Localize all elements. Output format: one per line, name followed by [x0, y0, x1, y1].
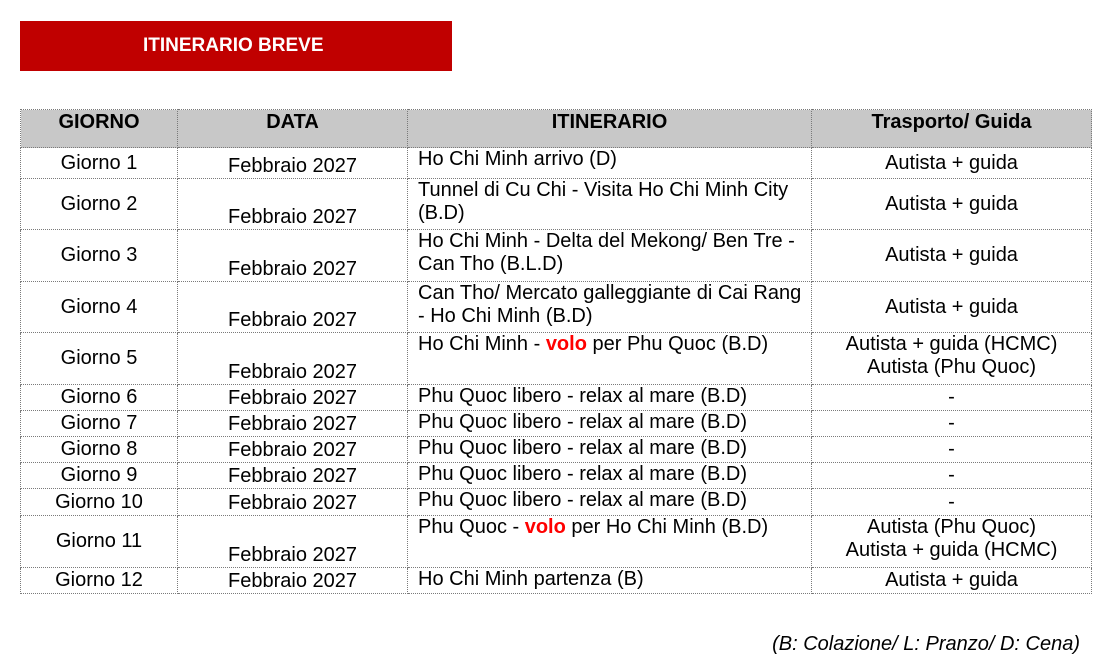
date-cell: Febbraio 2027: [178, 282, 408, 333]
transport-line: Autista + guida (HCMC): [845, 539, 1058, 561]
transport-line: Autista + guida: [885, 244, 1018, 266]
table-row: [21, 179, 1092, 230]
itinerary-text: Phu Quoc libero - relax al mare (B.D): [418, 437, 748, 459]
itinerary-cell: [408, 179, 812, 230]
section-title: ITINERARIO BREVE: [143, 35, 324, 56]
day-cell: Giorno 7: [21, 411, 178, 437]
transport-line: Autista (Phu Quoc): [867, 356, 1036, 378]
date-cell: Febbraio 2027: [178, 463, 408, 489]
table-row: [21, 385, 1092, 411]
itinerary-cell: [408, 489, 812, 516]
itinerary-cell: [408, 516, 812, 568]
date-cell: Febbraio 2027: [178, 489, 408, 516]
flight-highlight: volo: [545, 333, 587, 355]
transport-line: Autista + guida: [885, 151, 1018, 174]
table-row: [21, 568, 1092, 594]
transport-line: -: [948, 412, 955, 434]
transport-cell: [812, 230, 1092, 282]
itinerary-text: Can Tho/ Mercato galleggiante di Cai Rang - Ho Chi Minh (B.D): [418, 282, 802, 327]
table-row: [21, 489, 1092, 516]
table-row: [21, 148, 1092, 179]
day-cell: Giorno 3: [21, 230, 178, 282]
itinerary-cell: [408, 333, 812, 385]
transport-line: Autista + guida: [885, 569, 1018, 591]
day-cell: Giorno 12: [21, 568, 178, 594]
itinerary-text: per Ho Chi Minh (B.D): [565, 516, 769, 538]
itinerary-cell: [408, 568, 812, 594]
transport-cell: [812, 516, 1092, 568]
date-cell: Febbraio 2027: [178, 179, 408, 230]
transport-cell: [812, 437, 1092, 463]
table-row: [21, 437, 1092, 463]
header-date: DATA: [178, 110, 408, 148]
transport-cell: [812, 463, 1092, 489]
day-cell: Giorno 4: [21, 282, 178, 333]
table-header-row: [21, 110, 1092, 148]
transport-cell: [812, 148, 1092, 179]
transport-line: Autista (Phu Quoc): [867, 516, 1036, 538]
itinerary-text: Tunnel di Cu Chi - Visita Ho Chi Minh City (B.D): [418, 179, 789, 224]
itinerary-text: Phu Quoc libero - relax al mare (B.D): [418, 385, 748, 407]
itinerary-text: Ho Chi Minh -: [418, 333, 546, 355]
table-row: [21, 516, 1092, 568]
transport-line: Autista + guida: [885, 295, 1018, 318]
table-row: [21, 282, 1092, 333]
itinerary-cell: [408, 230, 812, 282]
date-cell: Febbraio 2027: [178, 411, 408, 437]
itinerary-text: per Phu Quoc (B.D): [586, 333, 769, 355]
date-cell: Febbraio 2027: [178, 230, 408, 282]
table-row: [21, 463, 1092, 489]
itinerary-cell: [408, 437, 812, 463]
flight-highlight: volo: [524, 516, 566, 538]
day-cell: Giorno 2: [21, 179, 178, 230]
itinerary-cell: [408, 463, 812, 489]
date-cell: Febbraio 2027: [178, 333, 408, 385]
table-row: [21, 411, 1092, 437]
transport-line: -: [948, 386, 955, 408]
itinerary-text: Ho Chi Minh partenza (B): [418, 568, 644, 590]
itinerary-text: Phu Quoc libero - relax al mare (B.D): [418, 411, 748, 433]
itinerary-table: [20, 109, 1092, 594]
transport-cell: [812, 489, 1092, 516]
transport-cell: [812, 568, 1092, 594]
transport-cell: [812, 179, 1092, 230]
transport-line: -: [948, 490, 955, 513]
day-cell: Giorno 6: [21, 385, 178, 411]
transport-cell: [812, 333, 1092, 385]
transport-cell: [812, 282, 1092, 333]
day-cell: Giorno 9: [21, 463, 178, 489]
date-cell: Febbraio 2027: [178, 385, 408, 411]
header-day: GIORNO: [21, 110, 178, 148]
date-cell: Febbraio 2027: [178, 568, 408, 594]
itinerary-text: Phu Quoc libero - relax al mare (B.D): [418, 489, 748, 511]
meal-legend-note: (B: Colazione/ L: Pranzo/ D: Cena): [772, 633, 1080, 655]
itinerary-text: Phu Quoc -: [418, 516, 525, 538]
header-itinerary: ITINERARIO: [408, 110, 812, 148]
itinerary-cell: [408, 385, 812, 411]
transport-line: Autista + guida (HCMC): [845, 333, 1058, 355]
itinerary-cell: [408, 282, 812, 333]
table-row: [21, 230, 1092, 282]
transport-line: -: [948, 438, 955, 460]
itinerary-text: Ho Chi Minh arrivo (D): [418, 148, 617, 170]
transport-line: -: [948, 464, 955, 486]
day-cell: Giorno 1: [21, 148, 178, 179]
day-cell: Giorno 5: [21, 333, 178, 385]
section-title-banner: [20, 21, 452, 71]
itinerary-cell: [408, 148, 812, 179]
table-row: [21, 333, 1092, 385]
header-transport: Trasporto/ Guida: [812, 110, 1092, 148]
date-cell: Febbraio 2027: [178, 516, 408, 568]
transport-cell: [812, 411, 1092, 437]
transport-line: Autista + guida: [885, 192, 1018, 215]
date-cell: Febbraio 2027: [178, 148, 408, 179]
itinerary-text: Ho Chi Minh - Delta del Mekong/ Ben Tre - Can Tho (B.L.D): [418, 230, 795, 275]
day-cell: Giorno 10: [21, 489, 178, 516]
itinerary-cell: [408, 411, 812, 437]
day-cell: Giorno 8: [21, 437, 178, 463]
date-cell: Febbraio 2027: [178, 437, 408, 463]
transport-cell: [812, 385, 1092, 411]
itinerary-text: Phu Quoc libero - relax al mare (B.D): [418, 463, 748, 485]
day-cell: Giorno 11: [21, 516, 178, 568]
